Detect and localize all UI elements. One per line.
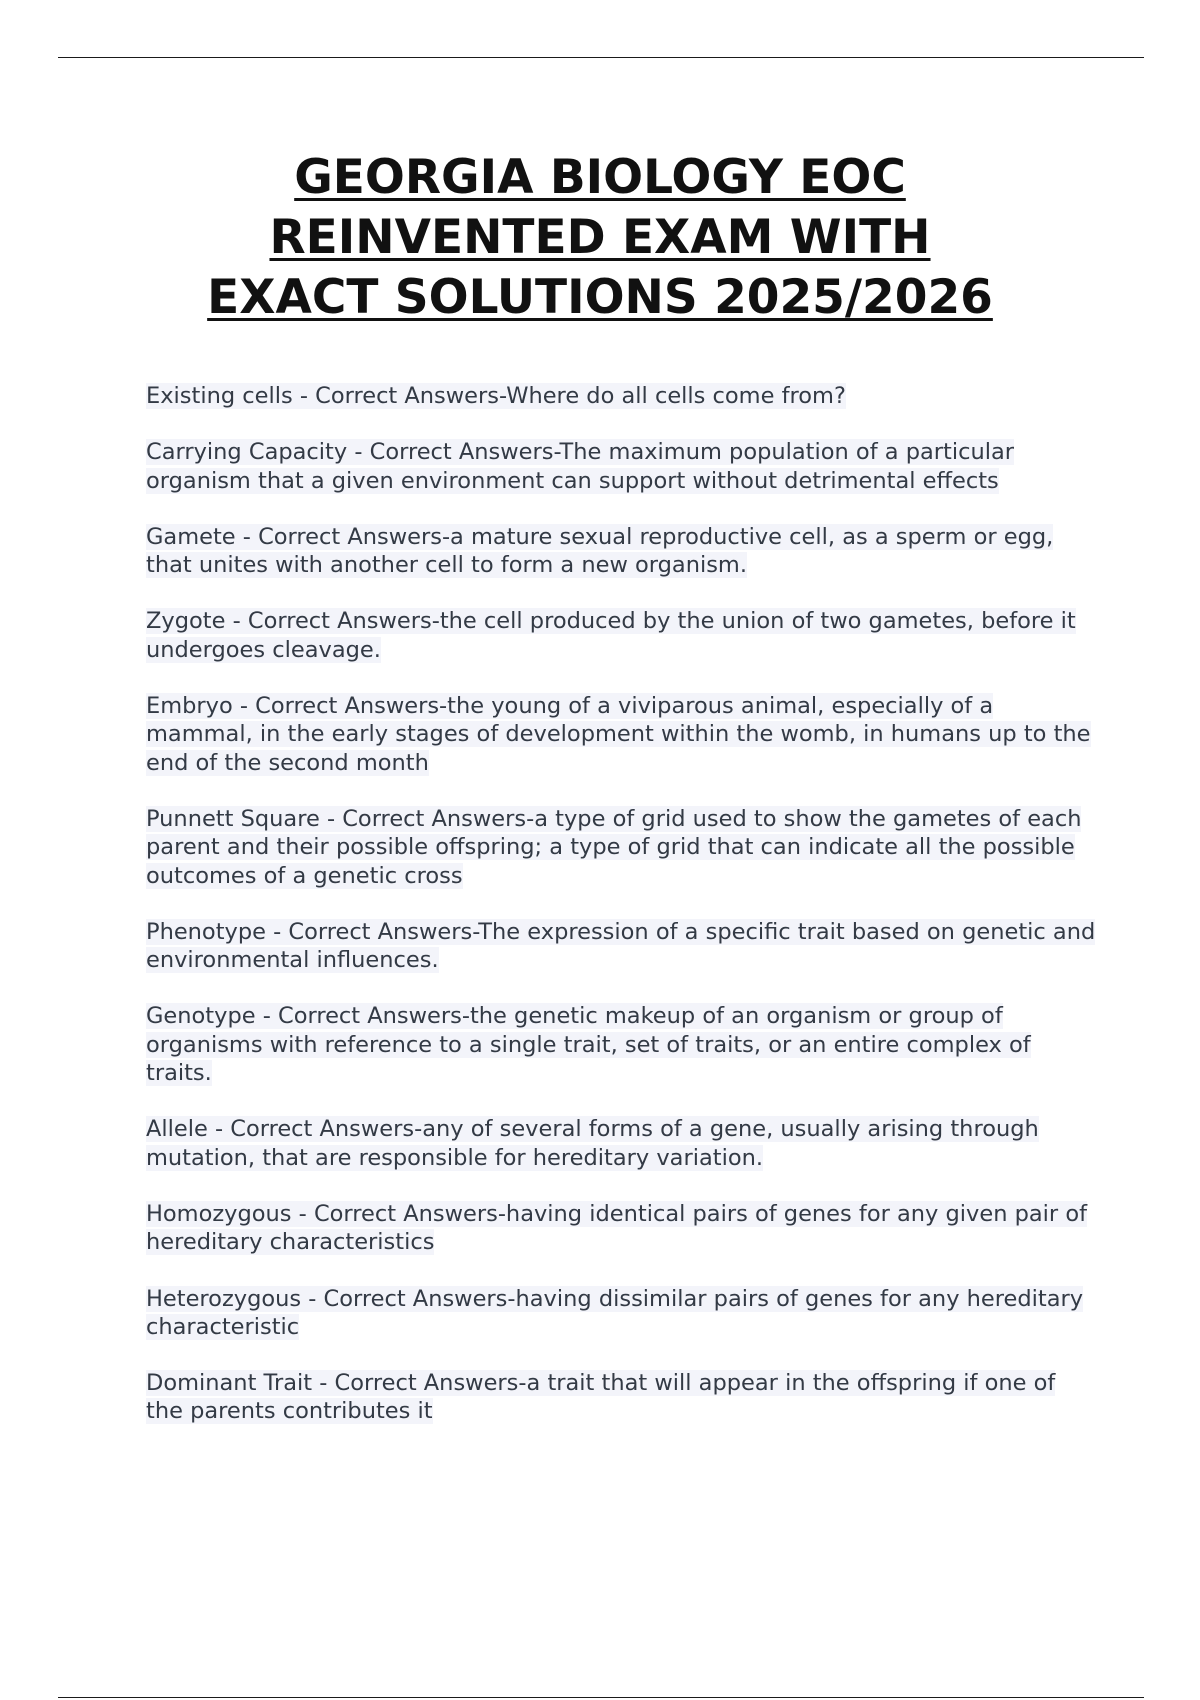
document-title <box>100 148 1100 328</box>
bottom-rule <box>58 1697 1144 1698</box>
qa-text: Homozygous - Correct Answers-having identical pairs of genes for any given pair of hereditary characteristics <box>146 1200 1088 1256</box>
qa-item-phenotype <box>146 918 1096 975</box>
qa-item-heterozygous <box>146 1285 1096 1342</box>
qa-item-allele <box>146 1115 1096 1172</box>
qa-item-zygote <box>146 607 1096 664</box>
qa-item-genotype <box>146 1002 1096 1087</box>
qa-item-dominant-trait <box>146 1369 1096 1426</box>
qa-text: Heterozygous - Correct Answers-having dissimilar pairs of genes for any hereditary characteristic <box>146 1285 1084 1340</box>
qa-item-existing-cells <box>146 382 1096 410</box>
title-line-3: EXACT SOLUTIONS 2025/2026 <box>207 270 993 325</box>
qa-text: Punnett Square - Correct Answers-a type of grid used to show the gametes of each parent and their possible offspring; a type of grid that can indicate all the possible outcomes of a genetic cross <box>146 805 1082 889</box>
qa-list <box>146 382 1096 1454</box>
qa-text: Allele - Correct Answers-any of several forms of a gene, usually arising through mutation, that are responsible for hereditary variation. <box>146 1116 1039 1171</box>
top-rule <box>58 57 1144 58</box>
qa-text: Phenotype - Correct Answers-The expression of a specific trait based on genetic and environmental influences. <box>146 918 1096 974</box>
qa-text: Carrying Capacity - Correct Answers-The maximum population of a particular organism that a given environment can support without detrimental effects <box>146 439 1015 494</box>
title-line-1: GEORGIA BIOLOGY EOC <box>294 150 906 205</box>
qa-text: Genotype - Correct Answers-the genetic makeup of an organism or group of organisms with reference to a single trait, set of traits, or an entire complex of traits. <box>146 1003 1031 1087</box>
qa-text: Embryo - Correct Answers-the young of a viviparous animal, especially of a mammal, in the early stages of development within the womb, in humans up to the end of the second month <box>146 693 1091 776</box>
qa-text: Dominant Trait - Correct Answers-a trait that will appear in the offspring if one of the parents contributes it <box>146 1370 1056 1425</box>
title-line-2: REINVENTED EXAM WITH <box>269 210 931 265</box>
qa-item-embryo <box>146 692 1096 777</box>
qa-item-punnett-square <box>146 805 1096 890</box>
qa-item-homozygous <box>146 1200 1096 1257</box>
qa-text: Gamete - Correct Answers-a mature sexual reproductive cell, as a sperm or egg, that unites with another cell to form a new organism. <box>146 523 1054 579</box>
qa-text: Existing cells - Correct Answers-Where do all cells come from? <box>146 383 846 409</box>
qa-item-gamete <box>146 523 1096 580</box>
qa-text: Zygote - Correct Answers-the cell produced by the union of two gametes, before it undergoes cleavage. <box>146 608 1076 663</box>
qa-item-carrying-capacity <box>146 438 1096 495</box>
